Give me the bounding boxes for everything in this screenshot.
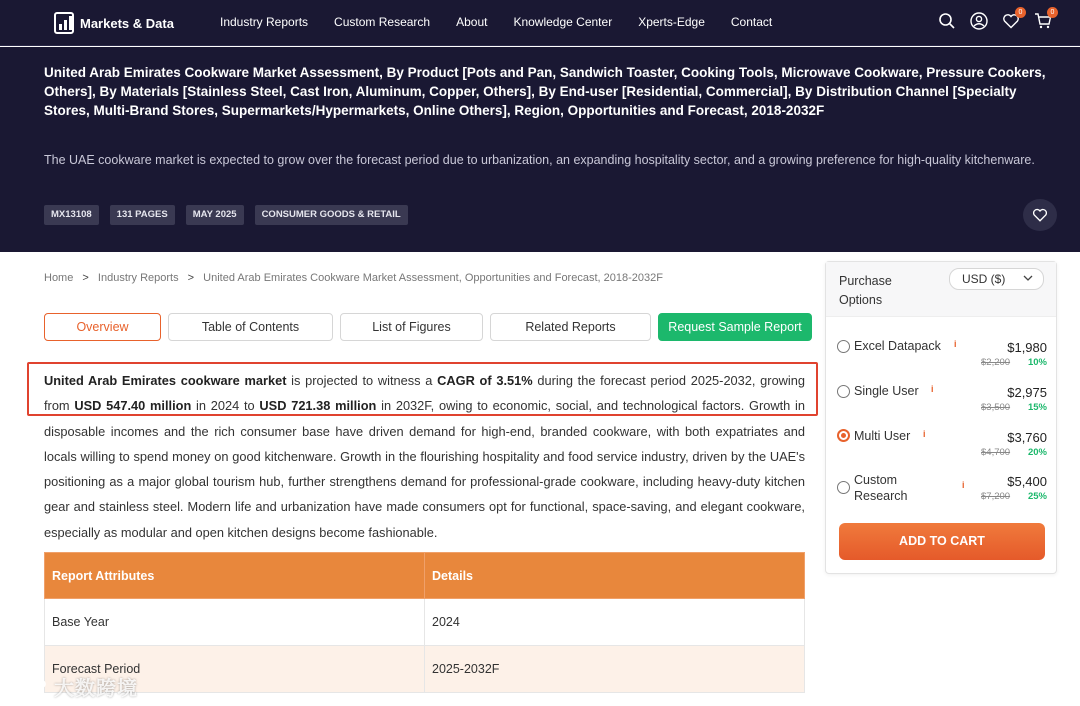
market-name: United Arab Emirates cookware market: [44, 373, 287, 388]
main-menu: [220, 15, 798, 29]
info-icon[interactable]: i: [923, 429, 926, 439]
top-navbar: [0, 0, 1080, 46]
cagr-value: CAGR of 3.51%: [437, 373, 533, 388]
heart-icon: [1032, 207, 1048, 223]
market-size-2032: USD 721.38 million: [259, 398, 377, 414]
option-price: $5,400: [1007, 474, 1047, 489]
overview-paragraph: [44, 368, 805, 545]
publish-date-chip: MAY 2025: [186, 205, 244, 225]
brand-logo[interactable]: [54, 11, 174, 35]
info-icon[interactable]: i: [954, 339, 957, 349]
user-icon[interactable]: [970, 12, 988, 30]
search-icon[interactable]: [938, 12, 956, 30]
option-label: Excel Datapack: [854, 339, 941, 353]
option-label: Single User: [854, 384, 919, 398]
option-old-price: $7,200: [981, 491, 1011, 502]
info-icon[interactable]: i: [962, 480, 965, 490]
report-title: United Arab Emirates Cookware Market Assessment, By Product [Pots and Pan, Sandwich Toaster, Cooking Tools, Microwave Cookware, Pressure Cookers, Others], By Materials [Stainless Steel, Cast Iron, Aluminum, Copper, Others], By End-user [Residential, Commercial], By Distribution Channel [Specialty Stores, Multi-Brand Stores, Supermarkets/Hypermarkets, Online Others], Region, Opportunities and Forecast, 2018-2032F: [44, 65, 1046, 118]
bar-chart-icon: [54, 12, 74, 34]
watermark-logo-icon: [8, 676, 48, 698]
purchase-options-panel: [825, 261, 1057, 574]
table-cell: Forecast Period: [45, 646, 425, 693]
option-price: $3,760: [1007, 430, 1047, 445]
option-price: $1,980: [1007, 340, 1047, 355]
info-icon[interactable]: i: [931, 384, 934, 394]
option-excel-datapack[interactable]: [837, 338, 1047, 378]
option-multi-user[interactable]: [837, 428, 1047, 468]
option-label: Custom Research: [854, 473, 908, 503]
nav-industry-reports[interactable]: Industry Reports: [220, 15, 309, 29]
category-chip[interactable]: CONSUMER GOODS & RETAIL: [255, 205, 408, 225]
page-count-chip: 131 PAGES: [110, 205, 175, 225]
breadcrumb-industry-reports[interactable]: Industry Reports: [97, 272, 179, 284]
report-summary: The UAE cookware market is expected to grow over the forecast period due to urbanization, an expanding hospitality sector, and a growing preference for high-quality kitchenware.: [44, 153, 1035, 167]
chevron-down-icon: [1023, 273, 1033, 283]
table-row: [45, 646, 805, 693]
option-label: Multi User: [854, 429, 911, 443]
radio-button[interactable]: [837, 340, 850, 353]
option-discount: 10%: [1027, 357, 1047, 368]
breadcrumb-separator: >: [82, 272, 89, 284]
tab-related-reports[interactable]: Related Reports: [490, 313, 651, 341]
purchase-options-header: [826, 262, 1056, 317]
currency-select[interactable]: [949, 268, 1044, 290]
report-attributes-table: [44, 552, 805, 693]
report-id-chip: MX13108: [44, 205, 99, 225]
nav-xperts-edge[interactable]: Xperts-Edge: [638, 15, 705, 29]
market-size-2024: USD 547.40 million: [74, 398, 192, 414]
option-single-user[interactable]: [837, 383, 1047, 423]
overview-text: in 2024 to: [191, 398, 260, 414]
wishlist-count-badge: 0: [1015, 7, 1026, 18]
table-cell: 2024: [425, 599, 805, 646]
add-to-cart-button[interactable]: ADD TO CART: [839, 523, 1045, 560]
table-header-row: [45, 553, 805, 599]
option-custom-research[interactable]: [837, 472, 1047, 512]
breadcrumb: [44, 272, 663, 284]
currency-value: USD ($): [962, 272, 1006, 286]
option-discount: 20%: [1027, 447, 1047, 458]
radio-button-selected[interactable]: [837, 429, 850, 442]
tab-overview[interactable]: Overview: [44, 313, 161, 341]
overview-text: in 2032F, owing to economic, social, and technological factors. Growth in disposable incomes and the rich consumer base have driven demand for high-end, branded cookware, with both expatriates and locals willing to spend money on good kitchenware. Growth in the flourishing hospitality and food service industry, driven by the UAE's positioning as a major global tourism hub, further strengthens demand for professional-grade cookware, including heavy-duty kitchen gear and stainless steel. Modern life and urbanization have made consumers opt for functional, space-saving, and elegant cookware, especially as modular and open kitchen designs become fashionable.: [44, 398, 805, 540]
watermark: [8, 672, 138, 701]
add-to-wishlist-button[interactable]: [1023, 199, 1057, 231]
option-old-price: $4,700: [981, 447, 1011, 458]
option-old-price: $3,500: [981, 402, 1011, 413]
report-tabs: [44, 313, 812, 341]
column-header: Details: [425, 553, 805, 599]
report-meta-chips: [44, 205, 408, 225]
cart-icon[interactable]: [1034, 9, 1055, 30]
nav-actions: [938, 9, 1055, 30]
breadcrumb-home[interactable]: Home: [44, 272, 74, 284]
breadcrumb-separator: >: [187, 272, 195, 284]
option-price: $2,975: [1007, 385, 1047, 400]
watermark-text: 大数跨境: [54, 678, 138, 700]
request-sample-button[interactable]: Request Sample Report: [658, 313, 812, 341]
option-old-price: $2,200: [981, 357, 1011, 368]
table-cell: 2025-2032F: [425, 646, 805, 693]
cart-count-badge: 0: [1047, 7, 1058, 18]
nav-about[interactable]: About: [456, 15, 488, 29]
overview-text: is projected to witness a: [286, 373, 438, 388]
table-row: [45, 599, 805, 646]
radio-button[interactable]: [837, 385, 850, 398]
tab-table-of-contents[interactable]: Table of Contents: [168, 313, 333, 341]
nav-knowledge-center[interactable]: Knowledge Center: [513, 15, 613, 29]
report-header: [0, 47, 1080, 252]
wishlist-icon[interactable]: [1002, 9, 1023, 30]
breadcrumb-current: United Arab Emirates Cookware Market Assessment, Opportunities and Forecast, 2018-2032F: [203, 272, 663, 284]
option-discount: 25%: [1027, 491, 1047, 502]
radio-button[interactable]: [837, 481, 850, 494]
tab-list-of-figures[interactable]: List of Figures: [340, 313, 483, 341]
nav-custom-research[interactable]: Custom Research: [334, 15, 431, 29]
table-cell: Base Year: [45, 599, 425, 646]
purchase-options-title: Purchase Options: [839, 274, 892, 307]
overview-text: during the forecast period 2025-2032, growing from: [44, 373, 806, 414]
option-discount: 15%: [1027, 402, 1047, 413]
column-header: Report Attributes: [45, 553, 425, 599]
nav-contact[interactable]: Contact: [730, 15, 773, 29]
brand-name: Markets & Data: [80, 15, 174, 31]
